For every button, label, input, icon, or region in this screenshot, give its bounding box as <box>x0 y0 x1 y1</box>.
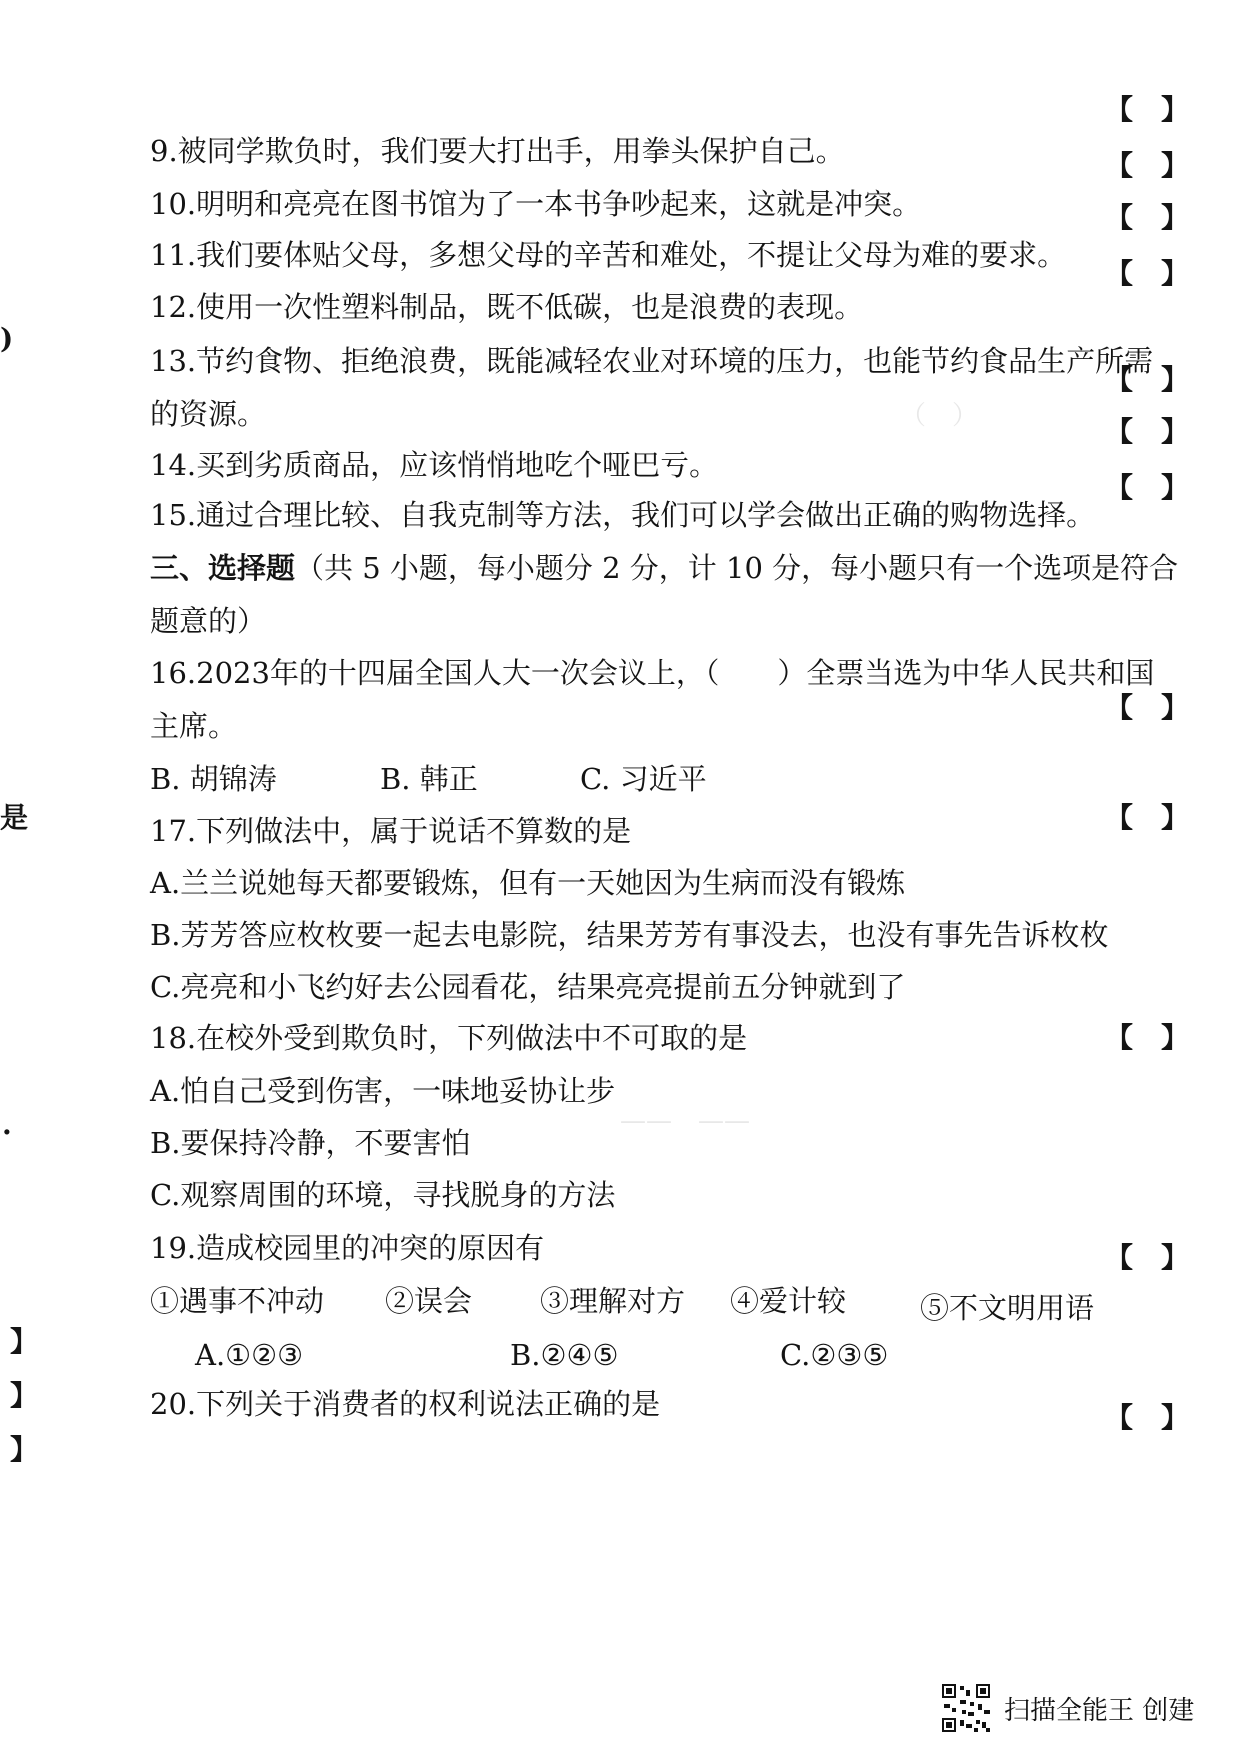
margin-mark: 】 <box>10 1379 39 1412</box>
reason-item: ③理解对方 <box>540 1284 686 1318</box>
question-18: 18.在校外受到欺负时，下列做法中不可取的是 <box>150 1021 748 1055</box>
question-16-cont: 主席。 <box>150 709 238 743</box>
question-20: 20.下列关于消费者的权利说法正确的是 <box>150 1387 661 1421</box>
answer-bracket[interactable]: 【 】 <box>1105 1401 1190 1434</box>
bleed-through: （ ） <box>900 401 979 431</box>
bleed-through: —— —— <box>620 1106 751 1136</box>
option-a: A.①②③ <box>195 1338 304 1372</box>
margin-mark: 】 <box>10 1433 39 1466</box>
margin-mark: 】 <box>10 1325 39 1358</box>
answer-bracket[interactable]: 【 】 <box>1105 1021 1190 1054</box>
reason-item: ①遇事不冲动 <box>150 1284 325 1318</box>
answer-bracket[interactable]: 【 】 <box>1105 93 1190 126</box>
watermark-text: 扫描全能王 创建 <box>1004 1695 1195 1726</box>
answer-bracket[interactable]: 【 】 <box>1105 257 1190 290</box>
scanner-watermark <box>940 1682 1194 1734</box>
section-title: 三、选择题 <box>150 551 296 585</box>
option-b: B.芳芳答应枚枚要一起去电影院，结果芳芳有事没去，也没有事先告诉枚枚 <box>150 918 1109 952</box>
reason-item: ②误会 <box>385 1284 473 1318</box>
option-c: C. 习近平 <box>580 762 707 796</box>
answer-bracket[interactable]: 【 】 <box>1105 363 1190 396</box>
answer-bracket[interactable]: 【 】 <box>1105 801 1190 834</box>
question-12: 12.使用一次性塑料制品，既不低碳，也是浪费的表现。 <box>150 290 864 324</box>
option-b: B.②④⑤ <box>510 1338 619 1372</box>
option-a: A.兰兰说她每天都要锻炼，但有一天她因为生病而没有锻炼 <box>150 866 906 900</box>
answer-bracket[interactable]: 【 】 <box>1105 415 1190 448</box>
question-15: 15.通过合理比较、自我克制等方法，我们可以学会做出正确的购物选择。 <box>150 498 1096 532</box>
question-19: 19.造成校园里的冲突的原因有 <box>150 1231 545 1265</box>
reason-item: ④爱计较 <box>730 1284 847 1318</box>
answer-bracket[interactable]: 【 】 <box>1105 471 1190 504</box>
question-16: 16.2023年的十四届全国人大一次会议上，（ ）全票当选为中华人民共和国 <box>150 656 1155 690</box>
answer-bracket[interactable]: 【 】 <box>1105 691 1190 724</box>
answer-bracket[interactable]: 【 】 <box>1105 1241 1190 1274</box>
answer-bracket[interactable]: 【 】 <box>1105 201 1190 234</box>
margin-mark: . <box>2 1108 12 1141</box>
section-3-heading <box>150 550 1178 586</box>
reason-item: ⑤不文明用语 <box>920 1291 1095 1325</box>
option-b: B. 韩正 <box>380 762 478 796</box>
question-13: 13.节约食物、拒绝浪费，既能减轻农业对环境的压力，也能节约食品生产所需 <box>150 344 1154 378</box>
option-a: B. 胡锦涛 <box>150 762 277 796</box>
option-a: A.怕自己受到伤害，一味地妥协让步 <box>150 1074 616 1108</box>
answer-bracket[interactable]: 【 】 <box>1105 149 1190 182</box>
section-desc: （共 5 小题，每小题分 2 分，计 10 分，每小题只有一个选项是符合 <box>295 551 1179 585</box>
section-3-desc-cont: 题意的） <box>150 604 267 638</box>
question-13-cont: 的资源。 <box>150 397 267 431</box>
option-c: C.观察周围的环境，寻找脱身的方法 <box>150 1178 616 1212</box>
qr-code-icon <box>940 1682 992 1734</box>
option-c: C.亮亮和小飞约好去公园看花，结果亮亮提前五分钟就到了 <box>150 970 906 1004</box>
question-10: 10.明明和亮亮在图书馆为了一本书争吵起来，这就是冲突。 <box>150 187 922 221</box>
option-b: B.要保持冷静，不要害怕 <box>150 1126 471 1160</box>
question-9: 9.被同学欺负时，我们要大打出手，用拳头保护自己。 <box>150 134 845 168</box>
question-17: 17.下列做法中，属于说话不算数的是 <box>150 814 632 848</box>
margin-mark: ) <box>0 322 14 355</box>
question-14: 14.买到劣质商品，应该悄悄地吃个哑巴亏。 <box>150 448 719 482</box>
question-11: 11.我们要体贴父母，多想父母的辛苦和难处，不提让父母为难的要求。 <box>150 238 1067 272</box>
option-c: C.②③⑤ <box>780 1338 889 1372</box>
margin-mark: 是 <box>0 801 29 834</box>
